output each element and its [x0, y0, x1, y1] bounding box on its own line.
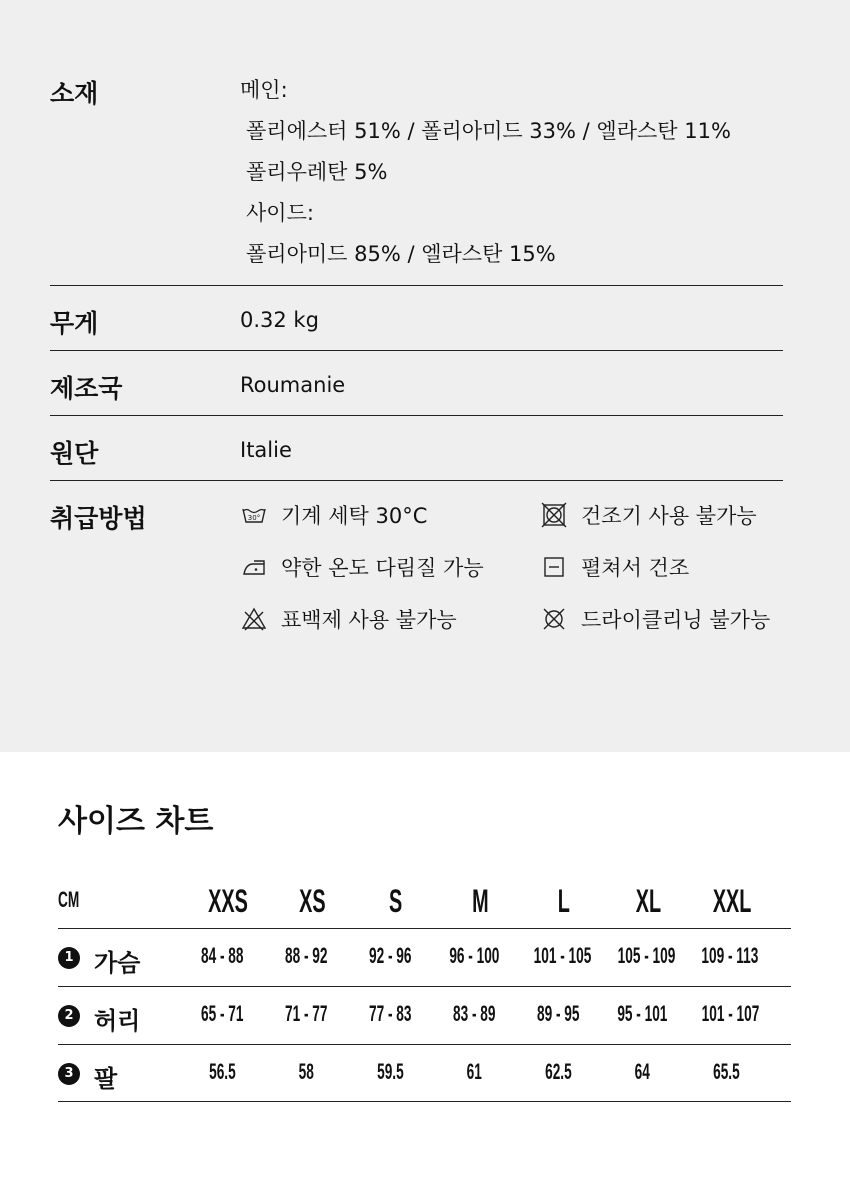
table-cell: 65.5: [712, 1059, 740, 1084]
table-cell: 65 - 71: [200, 1001, 244, 1026]
measure-number-badge: 3: [58, 1063, 80, 1085]
care-text: 약한 온도 다림질 가능: [281, 556, 484, 580]
spec-value-fabric: Italie: [240, 438, 292, 462]
no-bleach-icon: [241, 606, 267, 632]
table-row: [58, 1044, 791, 1102]
table-row: [58, 986, 791, 1044]
table-cell: 95 - 101: [616, 1001, 668, 1026]
table-cell: 89 - 95: [536, 1001, 580, 1026]
spec-label-care: 취급방법: [50, 504, 147, 533]
table-cell: 84 - 88: [200, 943, 244, 968]
table-cell: 56.5: [208, 1059, 236, 1084]
care-item: [541, 552, 689, 582]
spec-row-weight: [50, 286, 783, 351]
spec-row-material: [50, 70, 783, 286]
table-cell: 109 - 113: [701, 943, 759, 968]
size-header: XS: [298, 883, 326, 919]
unit-label: CM: [58, 887, 80, 912]
table-cell: 58: [298, 1059, 314, 1084]
svg-text:30°: 30°: [247, 514, 261, 522]
table-cell: 88 - 92: [284, 943, 328, 968]
material-line: 폴리우레탄 5%: [246, 160, 388, 184]
size-header: XL: [635, 883, 661, 919]
measure-number-badge: 2: [58, 1005, 80, 1027]
spec-label-weight: 무게: [50, 309, 99, 338]
care-item: [241, 500, 427, 530]
iron-low-icon: [241, 554, 267, 580]
size-chart-title: 사이즈 차트: [58, 804, 214, 839]
care-text: 기계 세탁 30°C: [281, 504, 428, 528]
material-line: 폴리에스터 51% / 폴리아미드 33% / 엘라스탄 11%: [246, 119, 731, 143]
size-header: M: [471, 883, 489, 919]
table-cell: 77 - 83: [368, 1001, 412, 1026]
table-cell: 59.5: [376, 1059, 404, 1084]
table-cell: 92 - 96: [368, 943, 412, 968]
table-row: [58, 928, 791, 986]
care-text: 펼쳐서 건조: [581, 556, 690, 580]
care-text: 드라이클리닝 불가능: [581, 608, 771, 632]
spec-value-weight: 0.32 kg: [240, 308, 319, 332]
size-chart-section: [0, 752, 850, 1196]
table-cell: 83 - 89: [452, 1001, 496, 1026]
care-item: [541, 500, 757, 530]
material-line: 메인:: [240, 78, 288, 102]
spec-row-origin: [50, 351, 783, 416]
size-header: L: [557, 883, 571, 919]
measure-label: 가슴: [94, 949, 141, 977]
measure-label: 허리: [94, 1007, 141, 1035]
spec-value-material: [240, 70, 731, 275]
spec-row-fabric: [50, 416, 783, 481]
material-line: 사이드:: [246, 201, 314, 225]
material-line: 폴리아미드 85% / 엘라스탄 15%: [246, 242, 556, 266]
spec-value-origin: Roumanie: [240, 373, 346, 397]
spec-label-fabric: 원단: [50, 439, 99, 468]
table-cell: 101 - 105: [533, 943, 592, 968]
table-cell: 96 - 100: [448, 943, 500, 968]
no-dry-clean-icon: [541, 606, 567, 632]
care-text: 표백제 사용 불가능: [281, 608, 457, 632]
table-cell: 61: [466, 1059, 482, 1084]
no-tumble-dry-icon: [541, 502, 567, 528]
measure-number-badge: 1: [58, 947, 80, 969]
size-header: S: [389, 883, 403, 919]
measure-label: 팔: [94, 1065, 118, 1093]
care-item: [541, 604, 770, 634]
care-item: [241, 604, 457, 634]
wash-30-icon: [241, 502, 267, 528]
spec-label-origin: 제조국: [50, 374, 123, 403]
flat-dry-icon: [541, 554, 567, 580]
table-cell: 101 - 107: [701, 1001, 760, 1026]
table-cell: 105 - 109: [617, 943, 676, 968]
spec-label-material: 소재: [50, 79, 99, 108]
table-cell: 62.5: [544, 1059, 572, 1084]
care-item: [241, 552, 484, 582]
table-cell: 64: [634, 1059, 650, 1084]
table-cell: 71 - 77: [284, 1001, 328, 1026]
size-header: XXS: [208, 883, 248, 919]
care-text: 건조기 사용 불가능: [581, 504, 757, 528]
size-header: XXL: [712, 883, 752, 919]
